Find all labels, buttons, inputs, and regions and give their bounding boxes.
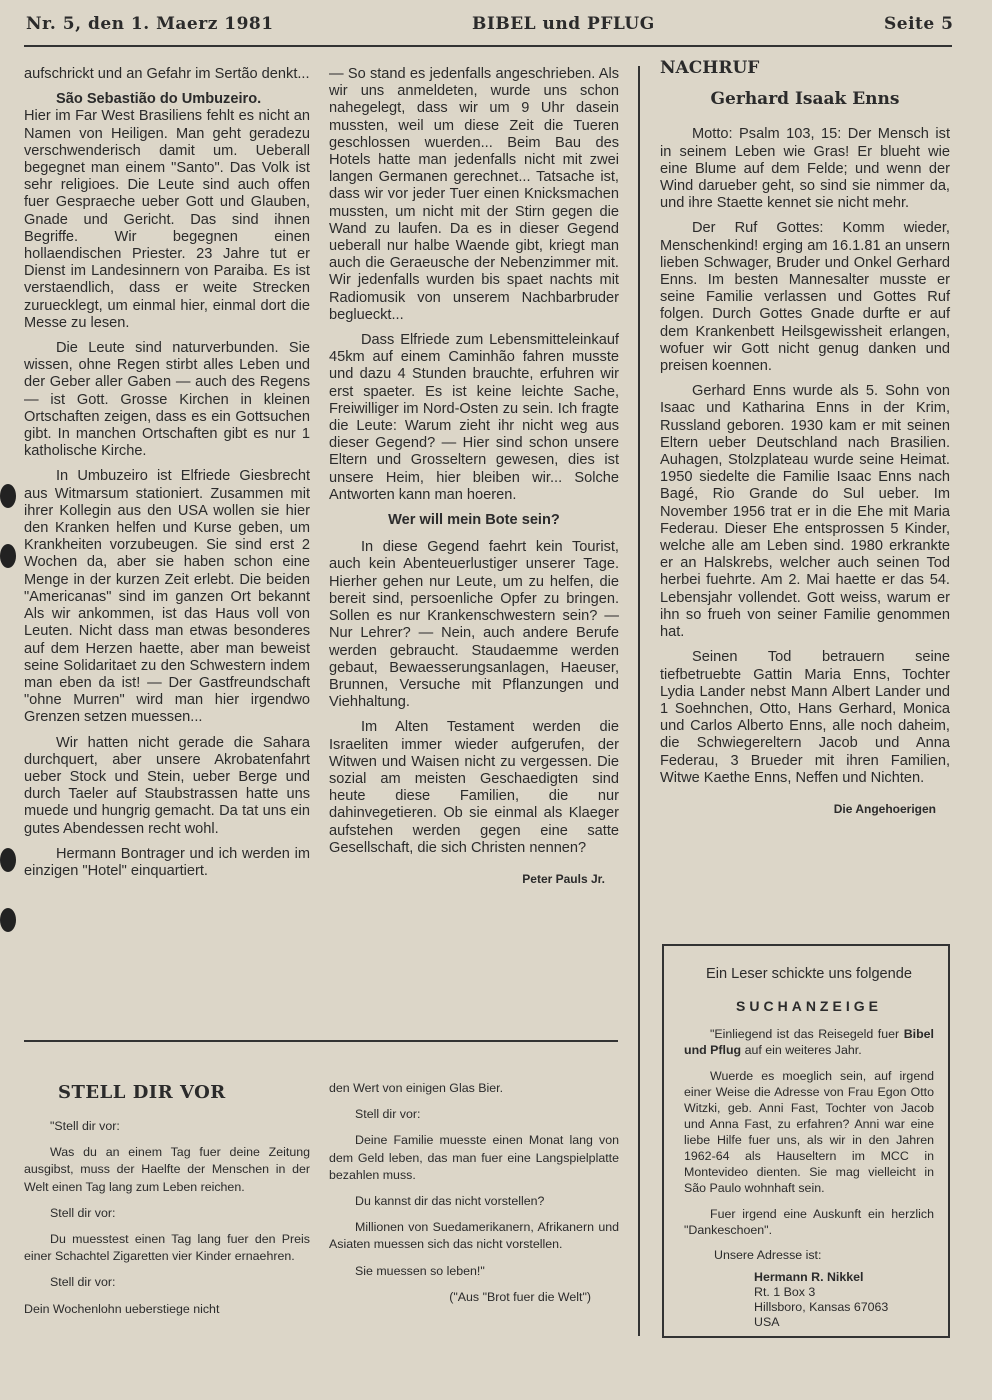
section-title: STELL DIR VOR <box>58 1082 226 1103</box>
stell-line: Stell dir vor: <box>355 1107 421 1122</box>
obituary-title: NACHRUF <box>660 58 760 78</box>
stell-line: Sie muessen so leben!" <box>355 1263 485 1278</box>
ad-text: auf ein weiteres Jahr. <box>744 1043 862 1057</box>
address-block <box>754 1270 934 1330</box>
address-name: Hermann R. Nikkel <box>754 1270 864 1284</box>
address-line: Hillsboro, Kansas 67063 <box>754 1300 889 1314</box>
obituary-paragraph: Gerhard Enns wurde als 5. Sohn von Isaac und Katharina Enns in der Krim, Russland geboren. 1930 kam er mit seinen Eltern ueber Deutschland nach Brasilien. Auhagen, Stolzplateau wurde seine Heimat. 1950 siedelte die Familie Isaac Enns nach Bagé, Rio Grande do Sul ueber. Im November 1956 trat er in die Ehe mit Maria Federau. Dieser Ehe entsprossen 5 Kinder, welche alle am Leben sind. 1980 erkrankte er an Halskrebs, welcher auch seinen Tod herbei fuehrte. Am 2. Mai haette er das 54. Lebensjahr vollendet. Gott weiss, warum er ihn so frueh von seiner Familie genommen hat. <box>660 383 950 641</box>
stell-column-1 <box>24 1118 310 1327</box>
article-column-2 <box>329 66 619 888</box>
stell-line: Stell dir vor: <box>50 1205 116 1220</box>
article-paragraph: Wir hatten nicht gerade die Sahara durchquert, aber unsere Akrobatenfahrt ueber Stock und Stein, ueber Berge und durch Taeler auf Staubstrassen hatte uns muede und hungrig gemacht. Da tat uns ein gutes Abendessen recht wohl. <box>24 734 310 837</box>
obituary-column <box>660 60 950 818</box>
stell-line: Du kannst dir das nicht vorstellen? <box>355 1194 545 1209</box>
issue-date: Nr. 5, den 1. Maerz 1981 <box>26 14 274 34</box>
ad-paragraph <box>684 1026 934 1058</box>
article-column-1 <box>24 66 310 888</box>
ad-publication-name: Bibel und Pflug <box>684 1027 934 1057</box>
address-line: USA <box>754 1315 780 1329</box>
article-paragraph: Im Alten Testament werden die Israeliten immer wieder aufgerufen, der Witwen und Waisen nicht zu vergessen. Die sozial am meisten Geschaedigten sind heute diese Familien, die nur dahinvegetieren. Ob sie einmal als Klaeger aufstehen werden gegen eine satte Gesellschaft, die sich Christen nennen? <box>329 719 619 856</box>
binder-hole <box>0 908 16 932</box>
address-label: Unsere Adresse ist: <box>714 1248 822 1262</box>
page-number: Seite 5 <box>884 14 954 34</box>
obituary-paragraph: Motto: Psalm 103, 15: Der Mensch ist in seinem Leben wie Gras! Er blueht wie eine Blume auf dem Felde; und wenn der Wind darueber geht, so sind sie nimmer da, und ihre Staette kennet sie nicht mehr. <box>660 126 950 212</box>
binder-hole <box>0 544 16 568</box>
stell-line: Deine Familie muesste einen Monat lang von dem Geld leben, das man fuer eine Langspielplatte bezahlen muss. <box>329 1133 619 1182</box>
article-paragraph: In diese Gegend faehrt kein Tourist, auch kein Abenteuerlustiger unserer Tage. Hierher gehen nur Leute, um zu helfen, die bereit sind, persoenliche Opfer zu bringen. Sollen es nur Krankenschwestern sein? — Nur Lehrer? — Nein, auch andere Berufe werden gebraucht. Staudaemme werden gebaut, Bewaesserungsanlagen, Haeuser, Brunnen, Versuche mit Pflanzungen und Viehhaltung. <box>329 539 619 711</box>
stell-line: "Stell dir vor: <box>50 1119 120 1133</box>
obituary-paragraph: Seinen Tod betrauern seine tiefbetruebte Gattin Maria Enns, Tochter Lydia Lander nebst Mann Albert Lander und 1 Soehnchen, Otto, Hans Gerhard, Monica und Carlos Alberto Enns, alle noch daheim, die Schwiegereltern Jacob und Anna Federau, 3 Brueder mit ihren Familien, Witwe Kaethe Enns, Neffen und Nichten. <box>660 649 950 786</box>
article-paragraph: Die Leute sind naturverbunden. Sie wissen, ohne Regen stirbt alles Leben und der Geber aller Gaben — auch des Regens — ist Gott. Grosse Kirchen in kleinen Ortschaften zeigen, dass es ein Gottsuchen gibt. In manchen Ortschaften gibt es nur 1 katholische Kirche. <box>24 340 310 460</box>
section-rule <box>24 1040 618 1042</box>
search-ad-box <box>662 944 950 1338</box>
stell-line: den Wert von einigen Glas Bier. <box>329 1081 504 1095</box>
article-paragraph: aufschrickt und an Gefahr im Sertão denkt... <box>24 66 310 82</box>
author-signature: Peter Pauls Jr. <box>522 871 605 886</box>
article-paragraph: In Umbuzeiro ist Elfriede Giesbrecht aus Witmarsum stationiert. Zusammen mit ihrer Kollegin aus den USA wollen sie hier den Kranken helfen und Kurse geben, um Krankheiten vorzubeugen. Sie sind erst 2 Wochen da, aber sie haben schon eine Menge in der kurzen Zeit erlebt. Die beiden "Americanas" sind im ganzen Ort bekannt Als wir ankommen, ist das Haus voll von Leuten. Nicht dass man etwas besonderes auf dem Herzen haette, aber man beweist seine Solidaritaet zu den Schwestern indem man eben da ist! — Der Gastfreundschaft "ohne Murren" wird man hier irgendwo Grenzen setzen muessen... <box>24 468 310 726</box>
article-subheading <box>24 91 310 108</box>
column-rule <box>638 66 640 1336</box>
article-paragraph: — So stand es jedenfalls angeschrieben. Als wir uns anmeldeten, wurde uns schon nahegelegt, dass wir um 9 Uhr dasein mussten, weil um diese Zeit die Tueren geschlossen wuerden... Beim Bau des Hotels hatte man jedenfalls nicht mit zwei langen Germanen gerechnet... Tatsache ist, dass wir vor jeder Tuer einen Knicksmachen mussten, um nicht mit der Stirn gegen die Wand zu laufen. Da es in dieser Gegend ueberall nur halbe Waende gibt, kriegt man auch die Geraeusche der Nebenzimmer mit. Wir jedenfalls wurden bis spaet nachts mit Radiomusik von unserem Nachbarbruder beglueckt... <box>329 66 619 323</box>
stell-source: ("Aus "Brot fuer die Welt") <box>449 1289 591 1304</box>
place-heading: São Sebastião do Umbuzeiro. <box>56 91 262 108</box>
article-paragraph: Dass Elfriede zum Lebensmitteleinkauf 45km auf einem Caminhão fahren musste und dazu 4 Stunden brauchte, erfuhren wir erst spaeter. Es ist keine leichte Sache, Freiwilliger im Nord-Osten zu sein. Ich fragte die Leute: Warum zieht ihr nicht weg aus dieser Gegend? — Hier sind schon unsere Eltern und Grosseltern gewesen, dies ist unsere Heim, hier bleiben wir... Solche Antworten kann man hoeren. <box>329 332 619 503</box>
binder-hole <box>0 848 16 872</box>
header-rule <box>24 45 952 47</box>
article-paragraph: Hier im Far West Brasiliens fehlt es nicht an Namen von Heiligen. Man geht geradezu verschwenderisch damit um. Ueberall begegnet man einem "Santo". Das Volk ist sehr religioes. Die Leute sind auch offen fuer Gespraeche ueber Gott und Glauben, Gnade und Gericht. Das sind ihnen Begriffe. Wir begegnen einen hollaendischen Priester. 23 Jahre tut er Dienst im Landesinnern von Paraiba. Es ist verstaendlich, dass er weite Strecken zuruecklegt, um einmal hier, einmal dort die Messe zu lesen. <box>24 108 310 331</box>
ad-paragraph: Fuer irgend eine Auskunft ein herzlich "Dankeschoen". <box>684 1207 934 1237</box>
ad-text: "Einliegend ist das Reisegeld fuer <box>710 1027 900 1041</box>
article-paragraph: Hermann Bontrager und ich werden im einzigen "Hotel" einquartiert. <box>24 845 310 879</box>
stell-column-2 <box>329 1080 619 1315</box>
address-line: Rt. 1 Box 3 <box>754 1285 816 1299</box>
obituary-signature: Die Angehoerigen <box>833 801 936 816</box>
stell-line: Was du an einem Tag fuer deine Zeitung ausgibst, muss der Haelfte der Menschen in der Welt einen Tag lang zum Leben reichen. <box>24 1145 310 1194</box>
stell-line: Du muesstest einen Tag lang fuer den Preis einer Schachtel Zigaretten vier Kinder ernaehren. <box>24 1232 310 1264</box>
ad-intro: Ein Leser schickte uns folgende <box>705 966 913 982</box>
binder-hole <box>0 484 16 508</box>
ad-heading: SUCHANZEIGE <box>736 998 882 1014</box>
article-subheading: Wer will mein Bote sein? <box>388 512 560 529</box>
ad-paragraph: Wuerde es moeglich sein, auf irgend einer Weise die Adresse von Frau Egon Otto Witzki, geb. Anni Fast, Tochter von Jacob und Anna Fast, zu erfahren? Anni war eine liebe Hilfe fuer uns, als wir in den Jahren 1962-64 als Hauseltern im MCC in Montevideo dienten. Sie mag vielleicht in São Paulo wohnhaft sein. <box>684 1069 934 1195</box>
obituary-paragraph: Der Ruf Gottes: Komm wieder, Menschenkind! erging am 16.1.81 an unsern lieben Schwager, Bruder und Onkel Gerhard Enns. Im besten Mannesalter musste er seine Familie verlassen und Gottes Ruf folgen. Durch Gottes Gnade durfte er auf dem Krankenbett Heilsgewissheit erlangen, wofuer wir Gott nicht genug danken und preisen koennen. <box>660 220 950 375</box>
stell-line: Stell dir vor: <box>50 1275 116 1290</box>
publication-title: BIBEL und PFLUG <box>472 14 655 34</box>
stell-line: Millionen von Suedamerikanern, Afrikanern und Asiaten muessen sich das nicht vorstellen. <box>329 1220 619 1252</box>
obituary-name: Gerhard Isaak Enns <box>710 89 900 110</box>
stell-line: Dein Wochenlohn ueberstiege nicht <box>24 1301 220 1316</box>
